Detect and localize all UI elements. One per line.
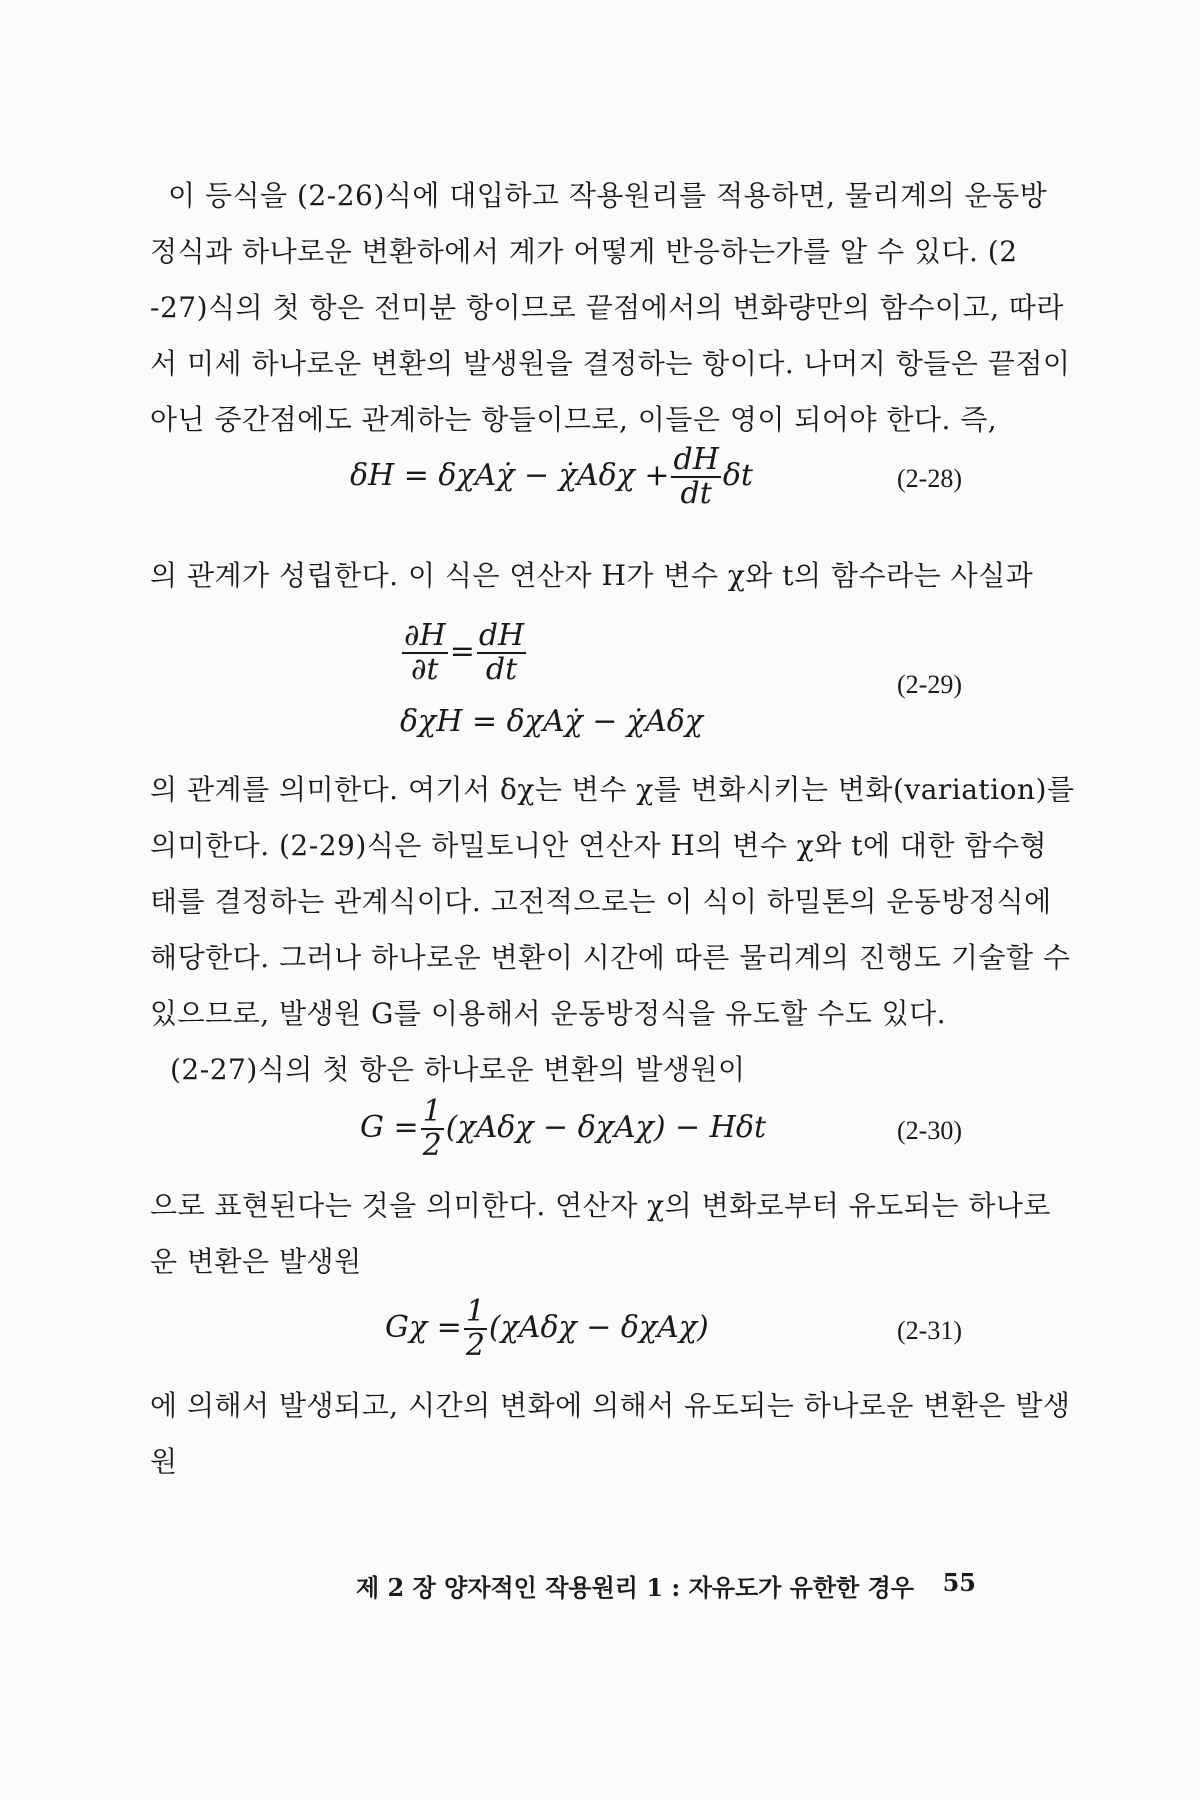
text-line: 으로 표현된다는 것을 의미한다. 연산자 χ의 변화로부터 유도되는 하나로 bbox=[150, 1189, 1051, 1222]
equation-left: δH = δχAχ̇ − χ̇Aδχ + bbox=[350, 458, 670, 493]
fraction-denominator: dt bbox=[485, 652, 518, 687]
fraction-partial bbox=[402, 620, 448, 686]
equation-right: (χAδχ − δχAχ) − Hδt bbox=[445, 1110, 767, 1145]
text-line: 정식과 하나로운 변환하에서 계가 어떻게 반응하는가를 알 수 있다. (2 bbox=[150, 235, 1018, 268]
running-title: 제 2 장 양자적인 작용원리 1 : 자유도가 유한한 경우 bbox=[356, 1573, 914, 1602]
equation-right: (χAδχ − δχAχ) bbox=[488, 1310, 709, 1345]
equation-left: G = bbox=[360, 1110, 419, 1145]
equation-line-1 bbox=[400, 620, 528, 686]
fraction-numerator: ∂H bbox=[404, 618, 446, 653]
fraction-numerator: dH bbox=[478, 618, 525, 653]
fraction-denominator: 2 bbox=[422, 1128, 442, 1163]
equation-2-29 bbox=[150, 620, 982, 770]
paragraph-3 bbox=[150, 762, 1075, 1098]
text-line: 원 bbox=[150, 1445, 178, 1478]
paragraph-1 bbox=[150, 168, 1071, 448]
fraction-total bbox=[477, 620, 526, 686]
equation-line-2: δχH = δχAχ̇ − χ̇Aδχ bbox=[400, 704, 703, 739]
paragraph-4 bbox=[150, 1178, 1051, 1290]
fraction-denominator: 2 bbox=[465, 1328, 485, 1363]
text-line: -27)식의 첫 항은 전미분 항이므로 끝점에서의 변화량만의 함수이고, 따라 bbox=[150, 291, 1064, 324]
paragraph-5 bbox=[150, 1378, 1071, 1490]
text-line: 해당한다. 그러나 하나로운 변환이 시간에 따른 물리계의 진행도 기술할 수 bbox=[150, 941, 1071, 974]
text-line: 서 미세 하나로운 변환의 발생원을 결정하는 항이다. 나머지 항들은 끝점이 bbox=[150, 347, 1071, 380]
equation-number: (2-30) bbox=[897, 1116, 962, 1145]
paragraph-2 bbox=[150, 548, 1034, 604]
equation-2-28 bbox=[150, 444, 982, 524]
fraction bbox=[421, 1096, 444, 1162]
fraction-denominator: dt bbox=[680, 476, 712, 511]
equals-sign: = bbox=[449, 634, 475, 669]
equation-body bbox=[350, 444, 753, 510]
fraction bbox=[464, 1296, 487, 1362]
equation-number: (2-28) bbox=[897, 464, 962, 493]
page-footer bbox=[356, 1568, 976, 1603]
fraction-numerator: dH bbox=[673, 442, 719, 477]
text-line: 있으므로, 발생원 G를 이용해서 운동방정식을 유도할 수도 있다. bbox=[150, 997, 947, 1030]
text-line: 의 관계가 성립한다. 이 식은 연산자 H가 변수 χ와 t의 함수라는 사실과 bbox=[150, 559, 1034, 592]
fraction-denominator: ∂t bbox=[411, 652, 439, 687]
fraction-numerator: 1 bbox=[422, 1094, 442, 1129]
text-line: 이 등식을 (2-26)식에 대입하고 작용원리를 적용하면, 물리계의 운동방 bbox=[168, 179, 1048, 212]
text-line: 에 의해서 발생되고, 시간의 변화에 의해서 유도되는 하나로운 변환은 발생 bbox=[150, 1389, 1071, 1422]
fraction bbox=[671, 444, 720, 510]
text-line: 의미한다. (2-29)식은 하밀토니안 연산자 H의 변수 χ와 t에 대한 함수형 bbox=[150, 829, 1048, 862]
equation-right: δt bbox=[722, 458, 753, 493]
fraction-numerator: 1 bbox=[465, 1294, 485, 1329]
text-line: (2-27)식의 첫 항은 하나로운 변환의 발생원이 bbox=[170, 1053, 746, 1086]
text-line: 태를 결정하는 관계식이다. 고전적으로는 이 식이 하밀톤의 운동방정식에 bbox=[150, 885, 1052, 918]
text-line: 의 관계를 의미한다. 여기서 δχ는 변수 χ를 변화시키는 변화(variation)를 bbox=[150, 773, 1075, 806]
equation-2-31 bbox=[150, 1296, 982, 1376]
equation-number: (2-29) bbox=[897, 670, 962, 699]
text-line: 운 변환은 발생원 bbox=[150, 1245, 362, 1278]
page-number: 55 bbox=[942, 1568, 976, 1597]
text-line: 아닌 중간점에도 관계하는 항들이므로, 이들은 영이 되어야 한다. 즉, bbox=[150, 403, 998, 436]
equation-left: Gχ = bbox=[385, 1310, 462, 1345]
equation-body bbox=[360, 1096, 766, 1162]
equation-body bbox=[385, 1296, 709, 1362]
equation-2-30 bbox=[150, 1096, 982, 1176]
equation-number: (2-31) bbox=[897, 1316, 962, 1345]
